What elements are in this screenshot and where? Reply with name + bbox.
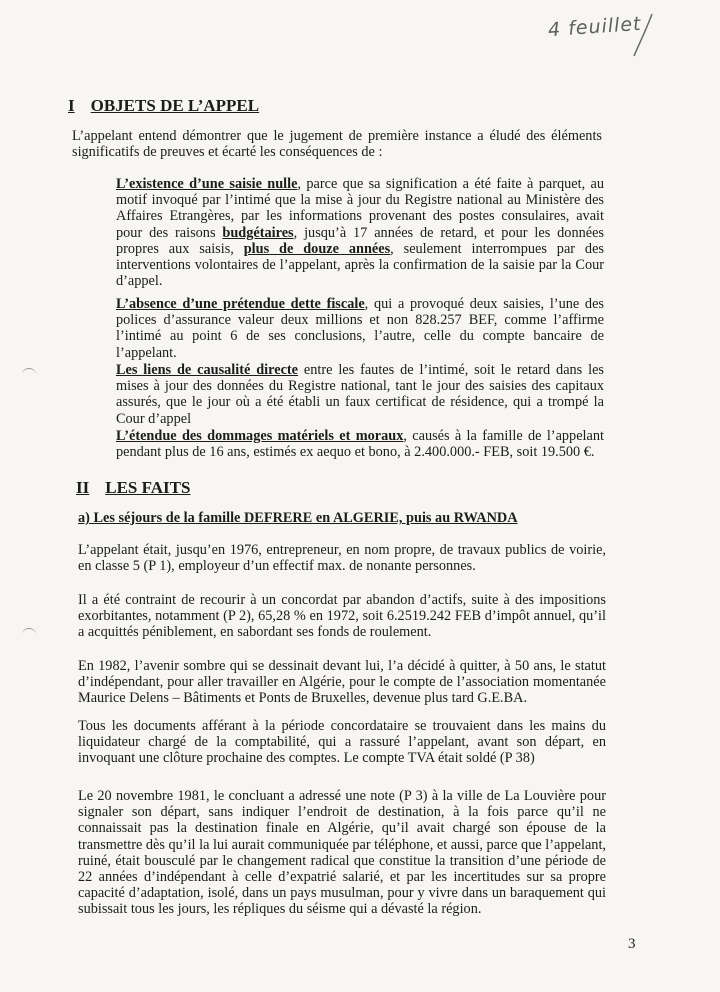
section-title: LES FAITS bbox=[105, 478, 191, 497]
item-dette-fiscale bbox=[116, 296, 604, 361]
handwritten-annotation bbox=[548, 6, 668, 60]
paragraph-depart: Le 20 novembre 1981, le concluant a adressé une note (P 3) à la ville de La Louvière pour signaler son départ, sans indiquer l’endroit de destination, à la fois parce qu’il ne connaissait pas la destination finale en Algérie, qu’il avait chargé son épouse de la transmettre dès qu’il la lui aurait communiquée par téléphone, et aussi, parce que l’appelant, ruiné, était bousculé par le changement radical que constitue la transition d’une période de 22 années d’indépendant à celle d’expatrié salarié, et par les incertitudes sur sa propre capacité d’adaptation, isolé, dans un pays musulman, pour y vivre dans un baraquement qui subissait tous les jours, les répliques du séisme qui a dévasté la région. bbox=[78, 788, 606, 918]
item-text: , seulement interrompues par des interventions volontaires de l’appelant, après la confirmation de la saisie par la Cour d’appel. bbox=[116, 240, 604, 290]
emphasis-douze-annees: plus de douze années bbox=[243, 240, 391, 257]
section-number: I bbox=[68, 96, 75, 115]
paragraph-concordat: Il a été contraint de recourir à un concordat par abandon d’actifs, suite à des impositions exorbitantes, notamment (P 2), 65,28 % en 1972, soit 6.2519.242 FEB d’impôt annuel, qu’il a acquittés péniblement, en sabordant ses fonds de roulement. bbox=[78, 592, 606, 641]
subsection-heading: a) Les séjours de la famille DEFRERE en ALGERIE, puis au RWANDA bbox=[78, 510, 518, 526]
item-lead: L’absence d’une prétendue dette fiscale bbox=[116, 296, 365, 312]
item-text: , causés à la famille de l’appelant pendant plus de 16 ans, estimés ex aequo et bono, à 2.400.000.- FEB, soit 19.500 €. bbox=[116, 428, 604, 461]
item-lead: L’existence d’une saisie nulle bbox=[116, 176, 298, 192]
handwritten-stroke-icon bbox=[548, 6, 668, 60]
margin-mark-icon bbox=[22, 628, 36, 641]
margin-mark-icon bbox=[22, 368, 36, 381]
item-text: , qui a provoqué deux saisies, l’une des polices d’assurance valeur deux millions et non 828.257 BEF, comme l’affirme l’intimé au point 6 de ses conclusions, l’autre, celle du compte bancaire de l’appelant. bbox=[116, 296, 604, 361]
item-saisie-nulle bbox=[116, 176, 604, 289]
section-heading-objets bbox=[68, 96, 259, 116]
paragraph-algerie: En 1982, l’avenir sombre qui se dessinait devant lui, l’a décidé à quitter, à 50 ans, le statut d’indépendant, pour aller travailler en Algérie, pour le compte de l’association momentanée Maurice Delens – Bâtiments et Ponts de Bruxelles, devenue plus tard G.E.BA. bbox=[78, 658, 606, 707]
intro-paragraph: L’appelant entend démontrer que le jugement de première instance a éludé des éléments significatifs de preuves et écarté les conséquences de : bbox=[72, 128, 602, 161]
section-heading-faits bbox=[76, 478, 190, 498]
paragraph-documents: Tous les documents afférant à la période concordataire se trouvaient dans les mains du liquidateur chargé de la comptabilité, qui a rassuré l’appelant, avant son départ, en invoquant une clôture prochaine des comptes. Le compte TVA était soldé (P 38) bbox=[78, 718, 606, 767]
annotation-text: 4 feuillet bbox=[547, 12, 643, 42]
paragraph-entrepreneur: L’appelant était, jusqu’en 1976, entrepreneur, en nom propre, de travaux publics de voirie, en classe 5 (P 1), employeur d’un effectif max. de nonante personnes. bbox=[78, 542, 606, 575]
item-lead: L’étendue des dommages matériels et moraux bbox=[116, 428, 404, 444]
section-number: II bbox=[76, 478, 90, 497]
item-causalite bbox=[116, 362, 604, 427]
item-lead: Les liens de causalité directe bbox=[116, 362, 299, 378]
section-title: OBJETS DE L’APPEL bbox=[90, 96, 260, 115]
emphasis-budgetaires: budgétaires bbox=[222, 224, 294, 241]
item-text: , parce que sa signification a été faite à parquet, au motif invoqué par l’intimé que la mise à jour du Registre national au Ministère des Affaires Etrangères, par les informations provenant des postes consulaires, avait pour des raisons bbox=[116, 176, 604, 241]
item-dommages bbox=[116, 428, 604, 460]
item-text: entre les fautes de l’intimé, soit le retard dans les mises à jour des données du Registre national, tant le jour des saisies des capitaux assurés, que le jour où a été établi un faux certificat de résidence, qui a trompé la Cour d’appel bbox=[116, 362, 604, 427]
page-number: 3 bbox=[628, 936, 636, 952]
item-text: , jusqu’à 17 années de retard, et pour les données propres aux saisis, bbox=[116, 224, 604, 257]
